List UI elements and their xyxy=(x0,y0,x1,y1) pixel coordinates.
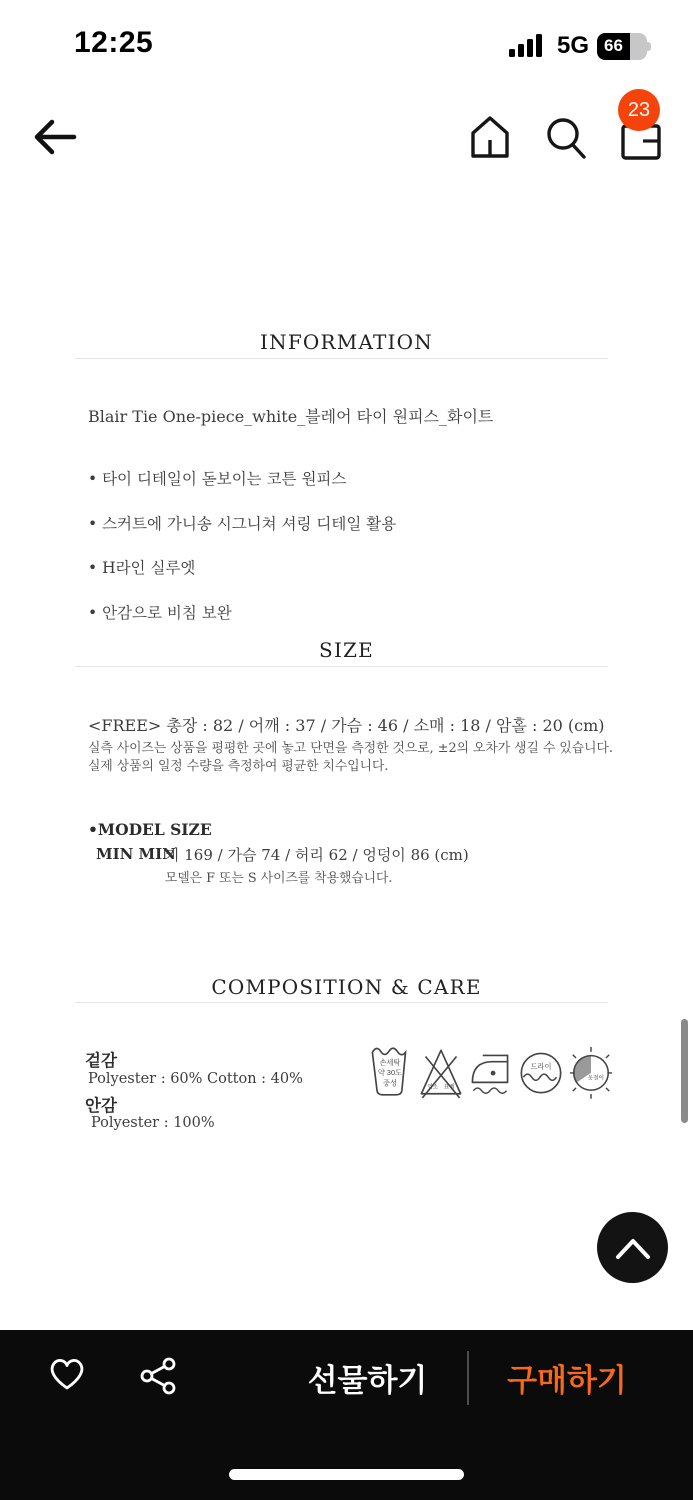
svg-text:중성: 중성 xyxy=(382,1078,397,1088)
iron-icon xyxy=(468,1041,514,1101)
information-divider xyxy=(75,358,608,359)
search-icon[interactable] xyxy=(543,110,589,162)
status-time: 12:25 xyxy=(74,26,154,59)
size-note-2: 실제 상품의 일정 수량을 측정하여 평균한 치수입니다. xyxy=(88,759,389,774)
scrollbar-thumb[interactable] xyxy=(681,1019,688,1123)
size-divider xyxy=(75,666,608,667)
svg-text:표백: 표백 xyxy=(443,1084,455,1091)
size-note-1: 실측 사이즈는 상품을 평평한 곳에 놓고 단면을 측정한 것으로, ±2의 오차가 생길 수 있습니다. xyxy=(88,741,613,756)
feature-item: • H라인 실루엣 xyxy=(88,559,196,578)
svg-text:약 30도: 약 30도 xyxy=(377,1068,402,1078)
wishlist-heart-icon[interactable] xyxy=(46,1352,88,1394)
composition-divider xyxy=(75,1002,608,1003)
product-name: Blair Tie One-piece_white_블레어 타이 원피스_화이트 xyxy=(88,407,494,426)
svg-text:드라이: 드라이 xyxy=(530,1061,552,1071)
battery-icon xyxy=(597,33,651,60)
model-size-label: •MODEL SIZE xyxy=(88,820,212,839)
information-title: INFORMATION xyxy=(260,330,433,354)
outer-fabric-value: Polyester : 60% Cotton : 40% xyxy=(88,1071,303,1087)
model-spec: 키 169 / 가슴 74 / 허리 62 / 엉덩이 86 (cm) xyxy=(165,846,469,864)
size-title: SIZE xyxy=(319,638,374,662)
feature-item: • 스커트에 가니송 시그니쳐 셔링 디테일 활용 xyxy=(88,514,397,533)
chevron-up-icon xyxy=(613,1235,653,1261)
cart-badge: 23 xyxy=(618,89,660,131)
back-button[interactable] xyxy=(30,112,80,162)
composition-title: COMPOSITION & CARE xyxy=(211,975,482,999)
no-bleach-icon xyxy=(418,1041,464,1101)
hang-dry-shade-icon xyxy=(568,1041,614,1101)
battery-percent: 66 xyxy=(604,36,623,55)
feature-item: • 타이 디테일이 돋보이는 코튼 원피스 xyxy=(88,470,347,489)
signal-strength-icon xyxy=(509,33,549,59)
lining-value: Polyester : 100% xyxy=(91,1115,215,1131)
home-indicator[interactable] xyxy=(229,1469,464,1480)
model-name: MIN MIN xyxy=(96,845,176,863)
share-icon[interactable] xyxy=(139,1356,179,1396)
model-row xyxy=(96,844,176,863)
svg-text:염소: 염소 xyxy=(427,1084,439,1091)
buy-button[interactable]: 구매하기 xyxy=(507,1363,627,1398)
lining-label: 안감 xyxy=(85,1096,117,1115)
status-right-cluster xyxy=(509,32,651,60)
product-feature-list xyxy=(88,446,396,647)
hand-wash-icon xyxy=(368,1041,414,1101)
model-note: 모델은 F 또는 S 사이즈를 착용했습니다. xyxy=(165,871,393,886)
network-type-label: 5G xyxy=(556,32,589,59)
gift-button[interactable]: 선물하기 xyxy=(307,1363,428,1398)
home-icon[interactable] xyxy=(467,110,513,162)
care-icon-row xyxy=(368,1041,614,1101)
bottom-bar-divider xyxy=(467,1351,469,1405)
svg-text:옷걸이: 옷걸이 xyxy=(587,1075,605,1082)
outer-fabric-label: 겉감 xyxy=(85,1051,117,1070)
dry-clean-icon xyxy=(518,1041,564,1101)
scroll-to-top-button[interactable] xyxy=(597,1212,668,1283)
svg-text:손세탁: 손세탁 xyxy=(379,1057,401,1067)
feature-item: • 안감으로 비침 보완 xyxy=(88,604,232,623)
size-spec: <FREE> 총장 : 82 / 어깨 : 37 / 가슴 : 46 / 소매 : 18 / 암홀 : 20 (cm) xyxy=(88,716,605,735)
